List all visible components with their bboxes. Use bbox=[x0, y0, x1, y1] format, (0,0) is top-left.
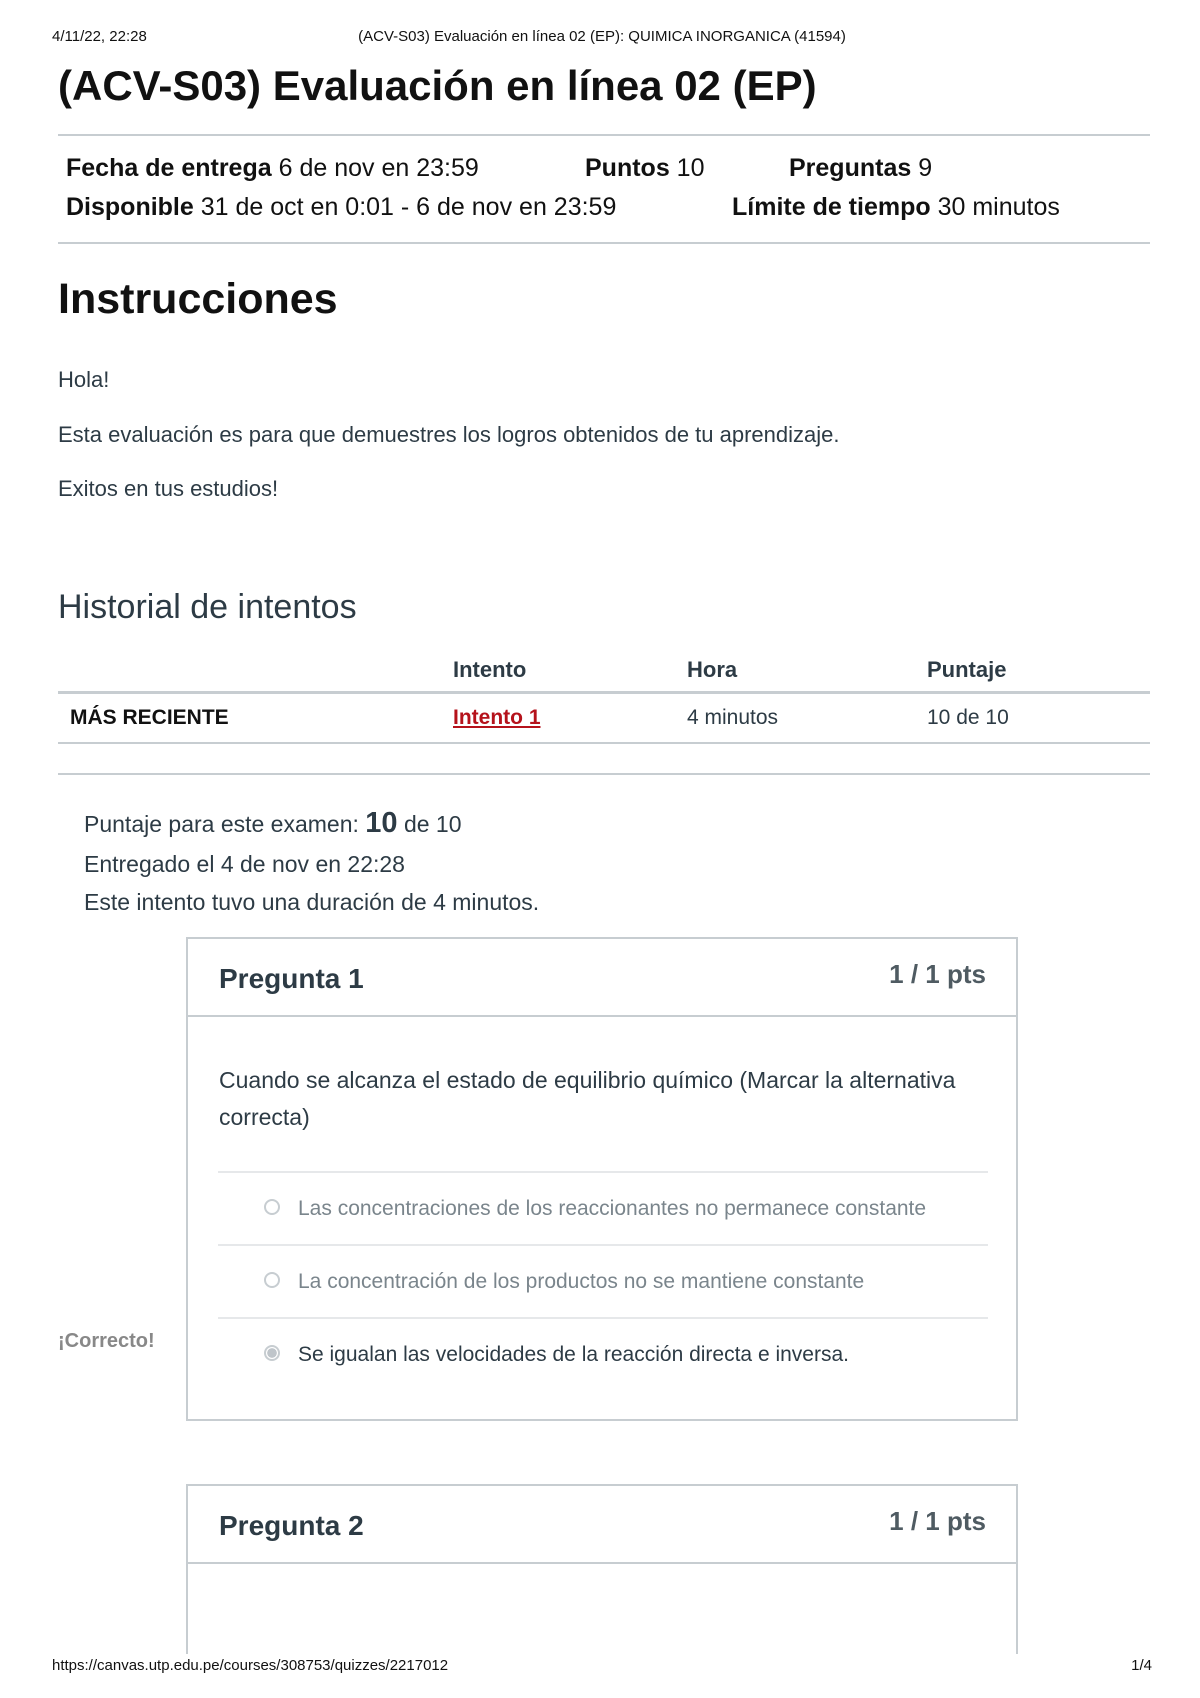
question-card bbox=[186, 937, 1018, 1421]
time-limit-label: Límite de tiempo bbox=[732, 193, 931, 221]
answer-text: La concentración de los productos no se mantiene constante bbox=[298, 1270, 865, 1293]
divider bbox=[58, 773, 1150, 775]
score-prefix: Puntaje para este examen: bbox=[84, 811, 366, 837]
answer-divider bbox=[218, 1244, 988, 1246]
due-date-label: Fecha de entrega bbox=[66, 154, 272, 182]
print-document-title: (ACV-S03) Evaluación en línea 02 (EP): QUIMICA INORGANICA (41594) bbox=[358, 28, 846, 45]
due-date-value: 6 de nov en 23:59 bbox=[278, 154, 479, 182]
attempt-duration: Este intento tuvo una duración de 4 minutos. bbox=[84, 889, 540, 915]
divider bbox=[58, 242, 1150, 244]
points-label: Puntos bbox=[585, 154, 670, 182]
instructions-paragraph: Hola! bbox=[58, 367, 110, 392]
column-header-attempt: Intento bbox=[453, 657, 527, 682]
print-header bbox=[52, 28, 1152, 48]
submitted-at: Entregado el 4 de nov en 22:28 bbox=[84, 851, 405, 877]
question-name: Pregunta 2 bbox=[219, 1510, 364, 1541]
answer-divider bbox=[218, 1317, 988, 1319]
question-name: Pregunta 1 bbox=[219, 963, 364, 994]
instructions-heading: Instrucciones bbox=[58, 275, 338, 323]
points-value: 10 bbox=[676, 154, 705, 182]
attempt-time: 4 minutos bbox=[687, 706, 779, 729]
table-header-divider bbox=[58, 691, 1150, 694]
print-date: 4/11/22, 22:28 bbox=[52, 28, 147, 45]
instructions-paragraph: Esta evaluación es para que demuestres los logros obtenidos de tu aprendizaje. bbox=[58, 422, 840, 447]
question-points: 1 / 1 pts bbox=[889, 1506, 986, 1536]
column-header-time: Hora bbox=[687, 657, 738, 682]
radio-button bbox=[264, 1199, 280, 1215]
answer-text: Las concentraciones de los reaccionantes no permanece constante bbox=[298, 1197, 927, 1220]
attempt-score: 10 de 10 bbox=[927, 706, 1009, 729]
radio-button-selected bbox=[264, 1345, 280, 1361]
availability bbox=[66, 193, 616, 222]
print-url: https://canvas.utp.edu.pe/courses/308753/quizzes/2217012 bbox=[52, 1657, 449, 1674]
print-page-number: 1/4 bbox=[1131, 1657, 1152, 1674]
availability-value: 31 de oct en 0:01 - 6 de nov en 23:59 bbox=[200, 193, 617, 221]
time-limit bbox=[732, 193, 1060, 222]
questions-label: Preguntas bbox=[789, 154, 912, 182]
answer-text: Se igualan las velocidades de la reacción directa e inversa. bbox=[298, 1343, 849, 1366]
time-limit-value: 30 minutos bbox=[937, 193, 1060, 221]
print-footer bbox=[52, 1657, 1152, 1677]
instructions-paragraph: Exitos en tus estudios! bbox=[58, 476, 279, 501]
points bbox=[585, 154, 704, 183]
question-header bbox=[188, 1486, 1016, 1564]
question-text: Cuando se alcanza el estado de equilibrio químico (Marcar la alternativa correcta) bbox=[219, 1067, 956, 1130]
divider bbox=[58, 742, 1150, 744]
answer-divider bbox=[218, 1171, 988, 1173]
question-card bbox=[186, 1484, 1018, 1654]
score-value: 10 bbox=[365, 807, 398, 839]
availability-label: Disponible bbox=[66, 193, 194, 221]
radio-button bbox=[264, 1272, 280, 1288]
question-header bbox=[188, 939, 1016, 1017]
questions-count bbox=[789, 154, 932, 183]
column-header-score: Puntaje bbox=[927, 657, 1007, 682]
question-points: 1 / 1 pts bbox=[889, 959, 986, 989]
questions-value: 9 bbox=[918, 154, 933, 182]
score-suffix: de 10 bbox=[397, 811, 462, 837]
correct-answer-flag: ¡Correcto! bbox=[58, 1330, 155, 1352]
attempt-link[interactable]: Intento 1 bbox=[453, 706, 541, 729]
row-label: MÁS RECIENTE bbox=[70, 706, 229, 729]
divider bbox=[58, 134, 1150, 136]
score-summary bbox=[84, 807, 462, 840]
attempt-history-heading: Historial de intentos bbox=[58, 588, 357, 626]
due-date bbox=[66, 154, 479, 183]
page-title: (ACV-S03) Evaluación en línea 02 (EP) bbox=[58, 62, 817, 109]
